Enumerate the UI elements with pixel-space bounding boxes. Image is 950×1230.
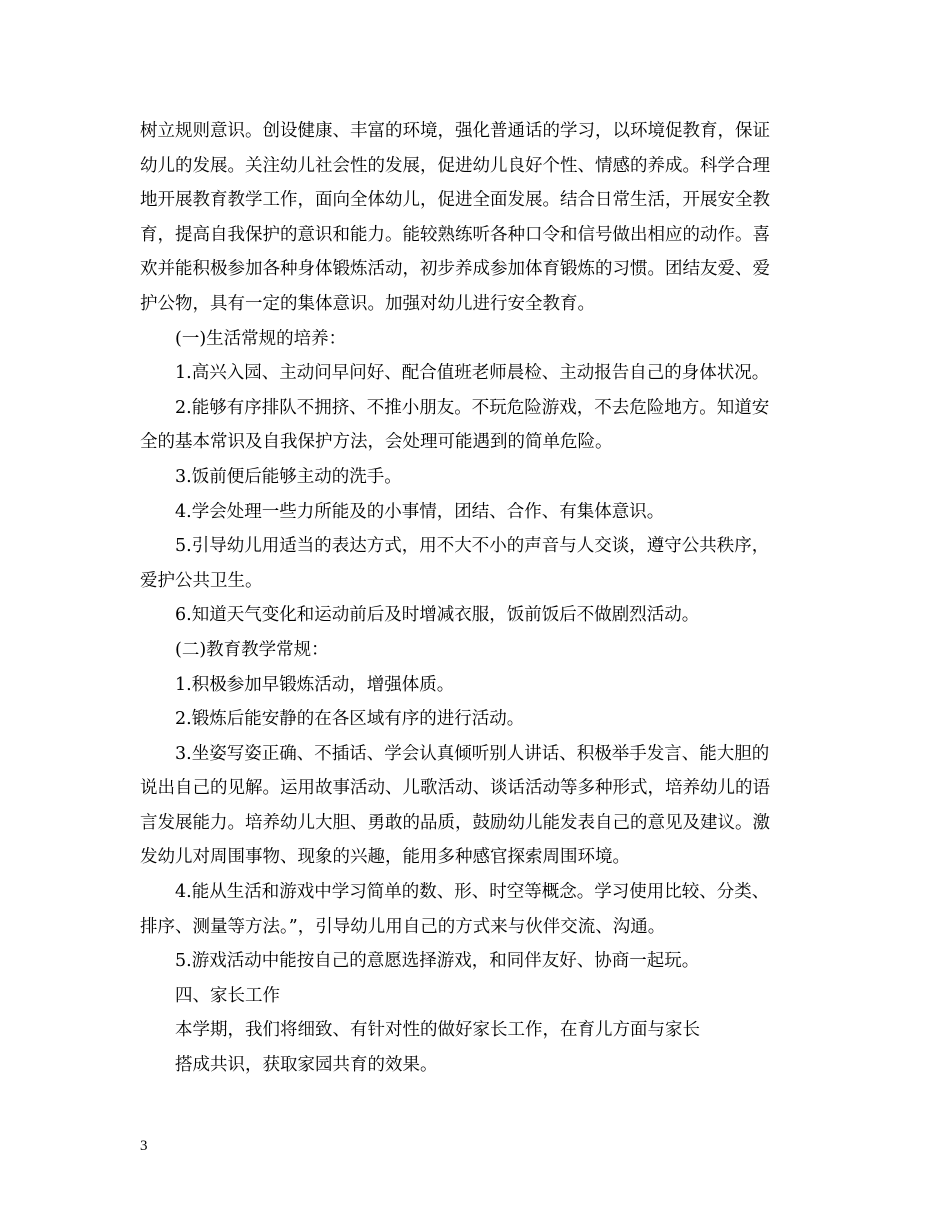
list-item: 5.游戏活动中能按自己的意愿选择游戏，和同伴友好、协商一起玩。 — [175, 951, 700, 972]
text-line: 全的基本常识及自我保护方法，会处理可能遇到的简单危险。 — [140, 432, 613, 453]
list-item: 6.知道天气变化和运动前后及时增减衣服，饭前饭后不做剧烈活动。 — [175, 605, 700, 626]
section-heading-daily-routine: (一)生活常规的培养： — [175, 328, 347, 349]
list-item: 5.引导幼儿用适当的表达方式，用不大不小的声音与人交谈，遵守公共秩序， — [175, 536, 770, 557]
text-line: 树立规则意识。创设健康、丰富的环境，强化普通话的学习，以环境促教育，保证 — [140, 121, 770, 141]
list-item: 1.高兴入园、主动问早问好、配合值班老师晨检、主动报告自己的身体状况。 — [175, 363, 770, 384]
text-line: 爱护公共卫生。 — [140, 570, 263, 591]
list-item: 3.饭前便后能够主动的洗手。 — [175, 466, 402, 487]
list-item: 3.坐姿写姿正确、不插话、学会认真倾听别人讲话、积极举手发言、能大胆的 — [175, 743, 770, 764]
text-line: 言发展能力。培养幼儿大胆、勇敢的品质，鼓励幼儿能发表自己的意见及建议。激 — [140, 812, 770, 833]
document-body — [140, 114, 820, 1083]
text-line: 说出自己的见解。运用故事活动、儿歌活动、谈话活动等多种形式，培养幼儿的语 — [140, 778, 770, 799]
section-heading-parent-work: 四、家长工作 — [175, 985, 280, 1006]
text-line: 本学期，我们将细致、有针对性的做好家长工作，在育儿方面与家长 — [175, 1020, 700, 1041]
text-line: 地开展教育教学工作，面向全体幼儿，促进全面发展。结合日常生活，开展安全教 — [140, 190, 770, 211]
page-number: 3 — [140, 1138, 148, 1154]
section-heading-teaching-routine: (二)教育教学常规： — [175, 639, 329, 660]
list-item: 2.能够有序排队不拥挤、不推小朋友。不玩危险游戏，不去危险地方。知道安 — [175, 397, 770, 418]
text-line: 育，提高自我保护的意识和能力。能较熟练听各种口令和信号做出相应的动作。喜 — [140, 224, 770, 245]
text-line: 搭成共识，获取家园共育的效果。 — [175, 1055, 438, 1076]
text-line: 幼儿的发展。关注幼儿社会性的发展，促进幼儿良好个性、情感的养成。科学合理 — [140, 155, 770, 176]
list-item: 2.锻炼后能安静的在各区域有序的进行活动。 — [175, 709, 525, 730]
list-item: 4.学会处理一些力所能及的小事情，团结、合作、有集体意识。 — [175, 501, 665, 522]
list-item: 1.积极参加早锻炼活动，增强体质。 — [175, 674, 455, 695]
text-line: 护公物，具有一定的集体意识。加强对幼儿进行安全教育。 — [140, 293, 595, 314]
text-line: 欢并能积极参加各种身体锻炼活动，初步养成参加体育锻炼的习惯。团结友爱、爱 — [140, 259, 770, 280]
text-line: 排序、测量等方法。”，引导幼儿用自己的方式来与伙伴交流、沟通。 — [140, 916, 666, 937]
text-line: 发幼儿对周围事物、现象的兴趣，能用多种感官探索周围环境。 — [140, 847, 630, 868]
list-item: 4.能从生活和游戏中学习简单的数、形、时空等概念。学习使用比较、分类、 — [175, 882, 770, 903]
